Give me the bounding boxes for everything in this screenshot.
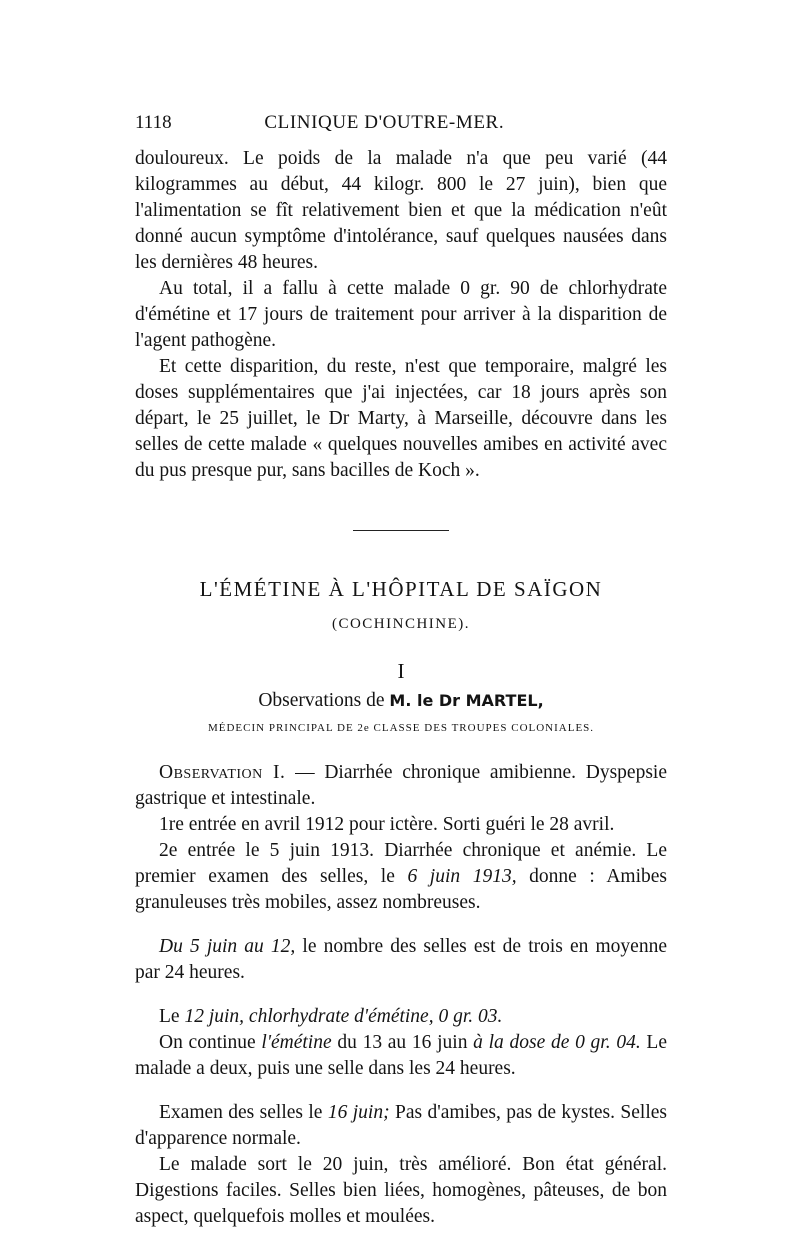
book-page — [135, 112, 667, 1230]
treatment-drug: l'émétine — [261, 1032, 332, 1053]
author-name: M. le Dr MARTEL, — [389, 691, 544, 710]
second-entry-date: 6 juin 1913, — [407, 866, 517, 887]
treatment-start-prefix: Le — [159, 1006, 185, 1027]
stool-exam — [135, 1100, 667, 1152]
second-entry-text: 2e entrée le 5 juin 1913. Diarrhée chronique et anémie. Le premier examen des selles, le — [135, 840, 667, 887]
treatment-continued-prefix: On continue — [159, 1032, 262, 1053]
section-subtitle: (COCHINCHINE). — [331, 616, 471, 632]
stool-exam-date: 16 juin; — [327, 1102, 390, 1123]
treatment-continued — [135, 1030, 667, 1082]
treatment-dates: du 13 au 16 juin — [331, 1032, 474, 1053]
page-number: 1118 — [135, 112, 172, 133]
section-title: L'ÉMÉTINE À L'HÔPITAL DE SAÏGON — [199, 577, 603, 601]
treatment-start — [135, 1004, 667, 1030]
discharge: Le malade sort le 20 juin, très amélioré. Bon état général. Digestions faciles. Selles bien liées, homogènes, pâteuses, de bon aspect, quelquefois molles et moulées. — [135, 1154, 667, 1227]
stool-frequency-dates: Du 5 juin au 12, — [159, 936, 296, 957]
treatment-start-dose: 12 juin, chlorhydrate d'émétine, 0 gr. 03. — [184, 1006, 503, 1027]
paragraph-disparition: Et cette disparition, du reste, n'est que temporaire, malgré les doses supplémentaires que j'ai injectées, car 18 jours après son départ, le 25 juillet, le Dr Marty, à Marseille, découvre dans les selles de cette malade « quelques nouvelles amibes en activité avec du pus presque pur, sans bacilles de Koch ». — [135, 356, 667, 481]
second-entry-result: donne : Amibes granuleuses très mobiles, assez nombreuses. — [135, 866, 668, 913]
section-number: I — [397, 659, 405, 683]
observations-byline — [135, 690, 667, 712]
second-entry — [135, 838, 667, 916]
observations-prefix: Observations de — [258, 690, 385, 711]
stool-exam-result: Pas d'amibes, pas de kystes. Selles d'apparence normale. — [135, 1102, 667, 1149]
observation-title: — Diarrhée chronique amibienne. Dyspepsie gastrique et intestinale. — [135, 762, 667, 809]
paragraph-continued: douloureux. Le poids de la malade n'a que peu varié (44 kilogrammes au début, 44 kilogr. 800 le 27 juin), bien que l'alimentation se fît relativement bien et que la médication n'eût donné aucun symptôme d'intolérance, sauf quelques nausées dans les dernières 48 heures. — [135, 148, 667, 273]
stool-frequency — [135, 934, 667, 986]
stool-frequency-text: le nombre des selles est de trois en moyenne par 24 heures. — [135, 936, 667, 983]
paragraph-total: Au total, il a fallu à cette malade 0 gr. 90 de chlorhydrate d'émétine et 17 jours de traitement pour arriver à la disparition de l'agent pathogène. — [135, 278, 667, 351]
author-rank: MÉDECIN PRINCIPAL DE 2e CLASSE DES TROUPES COLONIALES. — [207, 722, 595, 734]
observation-label: Observation I. — [159, 762, 286, 783]
treatment-result: Le malade a deux, puis une selle dans les 24 heures. — [135, 1032, 667, 1079]
first-entry: 1re entrée en avril 1912 pour ictère. Sorti guéri le 28 avril. — [159, 814, 615, 835]
stool-exam-prefix: Examen des selles le — [159, 1102, 328, 1123]
page-header — [135, 112, 667, 146]
running-title: CLINIQUE D'OUTRE-MER. — [264, 112, 505, 133]
treatment-dose: à la dose de 0 gr. 04. — [473, 1032, 641, 1053]
section-divider — [353, 530, 449, 531]
observation-heading — [135, 760, 667, 812]
